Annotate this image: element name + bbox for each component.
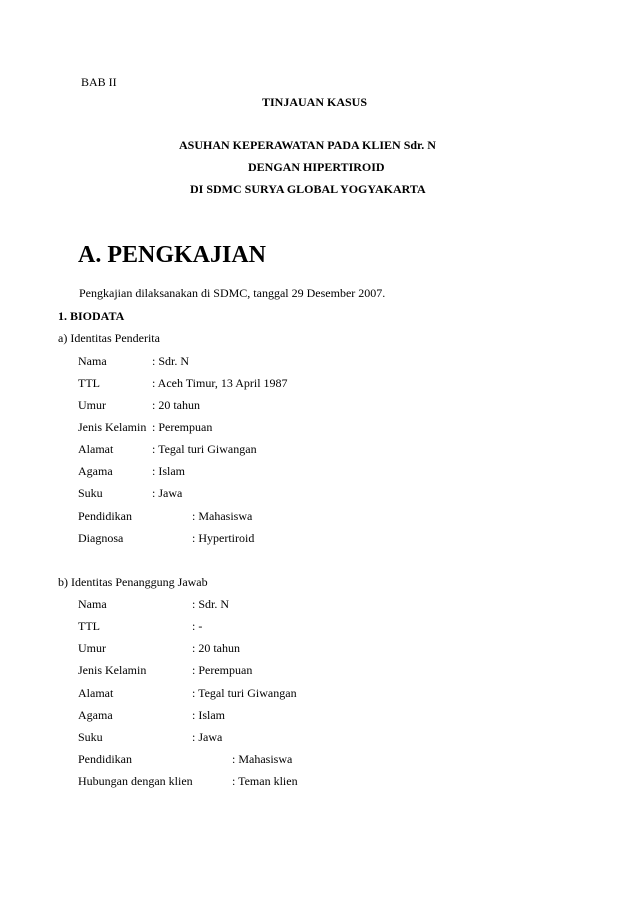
patient-ethnicity-value: : Jawa	[152, 486, 183, 500]
patient-diagnosis-value: : Hypertiroid	[192, 531, 255, 545]
patient-name-value: : Sdr. N	[152, 354, 190, 368]
guardian-identity-label: b) Identitas Penanggung Jawab	[58, 575, 208, 589]
guardian-address-value: : Tegal turi Giwangan	[192, 686, 297, 700]
section-heading: A. PENGKAJIAN	[78, 242, 267, 268]
guardian-gender-value: : Perempuan	[192, 663, 253, 677]
guardian-ttl-label: TTL	[78, 619, 100, 633]
document-title-line-1: ASUHAN KEPERAWATAN PADA KLIEN Sdr. N	[179, 138, 436, 152]
guardian-education-label: Pendidikan	[78, 752, 132, 766]
patient-religion-value: : Islam	[152, 464, 185, 478]
guardian-ethnicity-label: Suku	[78, 730, 103, 744]
patient-diagnosis-label: Diagnosa	[78, 531, 124, 545]
guardian-relationship-label: Hubungan dengan klien	[78, 774, 193, 788]
guardian-education-value: : Mahasiswa	[232, 752, 293, 766]
document-title-line-2: DENGAN HIPERTIROID	[248, 160, 385, 174]
patient-ttl-value: : Aceh Timur, 13 April 1987	[152, 376, 288, 390]
guardian-age-label: Umur	[78, 641, 106, 655]
patient-education-value: : Mahasiswa	[192, 509, 253, 523]
guardian-ttl-value: : -	[192, 619, 203, 633]
guardian-gender-label: Jenis Kelamin	[78, 663, 147, 677]
guardian-name-value: : Sdr. N	[192, 597, 230, 611]
section-intro: Pengkajian dilaksanakan di SDMC, tanggal 29 Desember 2007.	[79, 286, 386, 300]
guardian-age-value: : 20 tahun	[192, 641, 240, 655]
patient-education-label: Pendidikan	[78, 509, 132, 523]
patient-address-value: : Tegal turi Giwangan	[152, 442, 257, 456]
patient-ethnicity-label: Suku	[78, 486, 103, 500]
guardian-religion-label: Agama	[78, 708, 113, 722]
patient-gender-label: Jenis Kelamin	[78, 420, 147, 434]
patient-age-label: Umur	[78, 398, 106, 412]
guardian-ethnicity-value: : Jawa	[192, 730, 223, 744]
chapter-label: BAB II	[81, 75, 117, 89]
guardian-name-label: Nama	[78, 597, 107, 611]
patient-ttl-label: TTL	[78, 376, 100, 390]
chapter-title: TINJAUAN KASUS	[262, 95, 368, 109]
patient-identity-label: a) Identitas Penderita	[58, 331, 160, 345]
document-title-line-3: DI SDMC SURYA GLOBAL YOGYAKARTA	[190, 182, 426, 196]
biodata-title: 1. BIODATA	[58, 309, 125, 323]
guardian-relationship-value: : Teman klien	[232, 774, 298, 788]
patient-name-label: Nama	[78, 354, 107, 368]
patient-religion-label: Agama	[78, 464, 113, 478]
guardian-address-label: Alamat	[78, 686, 114, 700]
guardian-religion-value: : Islam	[192, 708, 225, 722]
patient-gender-value: : Perempuan	[152, 420, 213, 434]
patient-address-label: Alamat	[78, 442, 114, 456]
patient-age-value: : 20 tahun	[152, 398, 200, 412]
